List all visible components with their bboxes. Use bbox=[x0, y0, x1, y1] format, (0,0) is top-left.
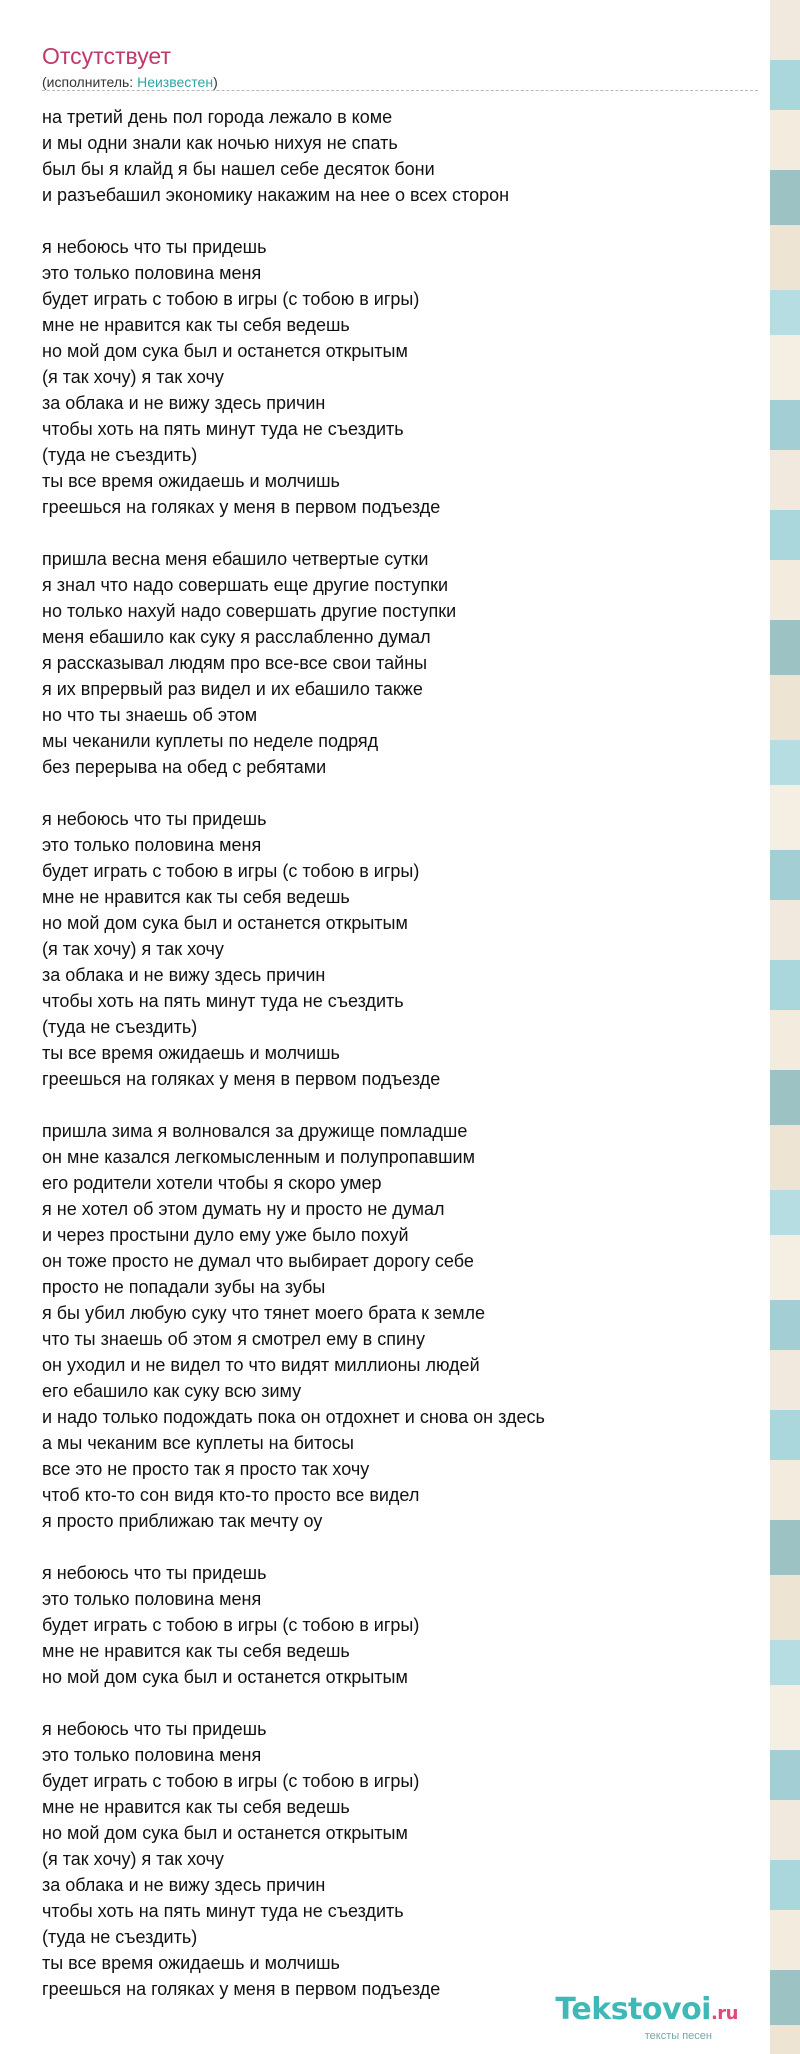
lyrics-line: его ебашило как суку всю зиму bbox=[42, 1381, 302, 1401]
lyrics-stanza bbox=[42, 104, 758, 208]
lyrics-line: и разъебашил экономику накажим на нее о всех сторон bbox=[42, 185, 510, 205]
logo-tld: .ru bbox=[710, 2003, 738, 2024]
lyrics-line: я их впрервый раз видел и их ебашило также bbox=[42, 679, 423, 699]
lyrics-line: но мой дом сука был и останется открытым bbox=[42, 1823, 408, 1843]
lyrics-line: ты все время ожидаешь и молчишь bbox=[42, 471, 340, 491]
lyrics-line: а мы чеканим все куплеты на битосы bbox=[42, 1433, 354, 1453]
lyrics-line: (я так хочу) я так хочу bbox=[42, 367, 224, 387]
lyrics-line: все это не просто так я просто так хочу bbox=[42, 1459, 370, 1479]
lyrics-stanza bbox=[42, 1560, 758, 1690]
lyrics-line: пришла весна меня ебашило четвертые сутки bbox=[42, 549, 429, 569]
lyrics-line: я небоюсь что ты придешь bbox=[42, 809, 267, 829]
lyrics-line: будет играть с тобою в игры (с тобою в игры) bbox=[42, 861, 420, 881]
lyrics-line: чтобы хоть на пять минут туда не съездить bbox=[42, 419, 404, 439]
lyrics-line: мы чеканили куплеты по неделе подряд bbox=[42, 731, 379, 751]
lyrics-stanza bbox=[42, 546, 758, 780]
lyrics-line: будет играть с тобою в игры (с тобою в игры) bbox=[42, 1615, 420, 1635]
song-title: Отсутствует bbox=[42, 43, 171, 69]
header-divider bbox=[42, 90, 758, 91]
lyrics-line: это только половина меня bbox=[42, 1589, 262, 1609]
lyrics-stanza bbox=[42, 234, 758, 520]
lyrics-line: греешься на голяках у меня в первом подъезде bbox=[42, 1069, 441, 1089]
lyrics-line: я просто приближаю так мечту оу bbox=[42, 1511, 323, 1531]
lyrics-line: пришла зима я волновался за дружище помладше bbox=[42, 1121, 468, 1141]
lyrics-line: но мой дом сука был и останется открытым bbox=[42, 913, 408, 933]
artist-line bbox=[42, 73, 758, 91]
artist-suffix: ) bbox=[213, 74, 218, 90]
lyrics-line: но что ты знаешь об этом bbox=[42, 705, 258, 725]
lyrics-line: меня ебашило как суку я расслабленно думал bbox=[42, 627, 431, 647]
lyrics-body bbox=[42, 104, 758, 2028]
lyrics-line: ты все время ожидаешь и молчишь bbox=[42, 1953, 340, 1973]
site-logo[interactable] bbox=[555, 1994, 738, 2042]
artist-link[interactable]: Неизвестен bbox=[137, 74, 214, 90]
lyrics-line: но мой дом сука был и останется открытым bbox=[42, 1667, 408, 1687]
lyrics-line: (туда не съездить) bbox=[42, 445, 198, 465]
lyrics-stanza bbox=[42, 806, 758, 1092]
lyrics-line: я небоюсь что ты придешь bbox=[42, 1563, 267, 1583]
lyrics-line: я небоюсь что ты придешь bbox=[42, 237, 267, 257]
lyrics-line: я бы убил любую суку что тянет моего брата к земле bbox=[42, 1303, 485, 1323]
lyrics-line: что ты знаешь об этом я смотрел ему в спину bbox=[42, 1329, 425, 1349]
lyrics-line: его родители хотели чтобы я скоро умер bbox=[42, 1173, 382, 1193]
lyrics-line: и через простыни дуло ему уже было похуй bbox=[42, 1225, 409, 1245]
lyrics-line: и надо только подождать пока он отдохнет и снова он здесь bbox=[42, 1407, 545, 1427]
artist-prefix: (исполнитель: bbox=[42, 74, 138, 90]
lyrics-line: чтобы хоть на пять минут туда не съездить bbox=[42, 991, 404, 1011]
lyrics-line: (я так хочу) я так хочу bbox=[42, 1849, 224, 1869]
lyrics-line: греешься на голяках у меня в первом подъезде bbox=[42, 1979, 441, 1999]
lyrics-line: за облака и не вижу здесь причин bbox=[42, 1875, 326, 1895]
lyrics-stanza bbox=[42, 1118, 758, 1534]
lyrics-line: но только нахуй надо совершать другие поступки bbox=[42, 601, 457, 621]
lyrics-line: я не хотел об этом думать ну и просто не думал bbox=[42, 1199, 445, 1219]
lyrics-line: мне не нравится как ты себя ведешь bbox=[42, 1797, 350, 1817]
lyrics-line: но мой дом сука был и останется открытым bbox=[42, 341, 408, 361]
lyrics-line: это только половина меня bbox=[42, 1745, 262, 1765]
song-header bbox=[42, 42, 758, 91]
lyrics-line: (туда не съездить) bbox=[42, 1017, 198, 1037]
lyrics-line: мне не нравится как ты себя ведешь bbox=[42, 1641, 350, 1661]
lyrics-line: был бы я клайд я бы нашел себе десяток бони bbox=[42, 159, 435, 179]
lyrics-line: просто не попадали зубы на зубы bbox=[42, 1277, 326, 1297]
lyrics-line: за облака и не вижу здесь причин bbox=[42, 393, 326, 413]
lyrics-stanza bbox=[42, 1716, 758, 2002]
lyrics-line: будет играть с тобою в игры (с тобою в игры) bbox=[42, 1771, 420, 1791]
lyrics-line: греешься на голяках у меня в первом подъезде bbox=[42, 497, 441, 517]
lyrics-line: он тоже просто не думал что выбирает дорогу себе bbox=[42, 1251, 474, 1271]
lyrics-line: и мы одни знали как ночью нихуя не спать bbox=[42, 133, 398, 153]
lyrics-line: будет играть с тобою в игры (с тобою в игры) bbox=[42, 289, 420, 309]
lyrics-line: это только половина меня bbox=[42, 835, 262, 855]
lyrics-line: без перерыва на обед с ребятами bbox=[42, 757, 327, 777]
lyrics-line: (я так хочу) я так хочу bbox=[42, 939, 224, 959]
lyrics-line: он уходил и не видел то что видят миллионы людей bbox=[42, 1355, 480, 1375]
lyrics-line: на третий день пол города лежало в коме bbox=[42, 107, 393, 127]
lyrics-line: я небоюсь что ты придешь bbox=[42, 1719, 267, 1739]
lyrics-line: (туда не съездить) bbox=[42, 1927, 198, 1947]
lyrics-line: мне не нравится как ты себя ведешь bbox=[42, 315, 350, 335]
logo-tagline: тексты песен bbox=[644, 2030, 712, 2042]
lyrics-line: чтобы хоть на пять минут туда не съездить bbox=[42, 1901, 404, 1921]
lyrics-line: ты все время ожидаешь и молчишь bbox=[42, 1043, 340, 1063]
logo-text: Tekstovoi bbox=[555, 1992, 711, 2027]
lyrics-line: я рассказывал людям про все-все свои тайны bbox=[42, 653, 428, 673]
lyrics-line: мне не нравится как ты себя ведешь bbox=[42, 887, 350, 907]
lyrics-line: это только половина меня bbox=[42, 263, 262, 283]
lyrics-line: я знал что надо совершать еще другие поступки bbox=[42, 575, 449, 595]
lyrics-line: он мне казался легкомысленным и полупропавшим bbox=[42, 1147, 475, 1167]
lyrics-line: чтоб кто-то сон видя кто-то просто все видел bbox=[42, 1485, 420, 1505]
lyrics-line: за облака и не вижу здесь причин bbox=[42, 965, 326, 985]
